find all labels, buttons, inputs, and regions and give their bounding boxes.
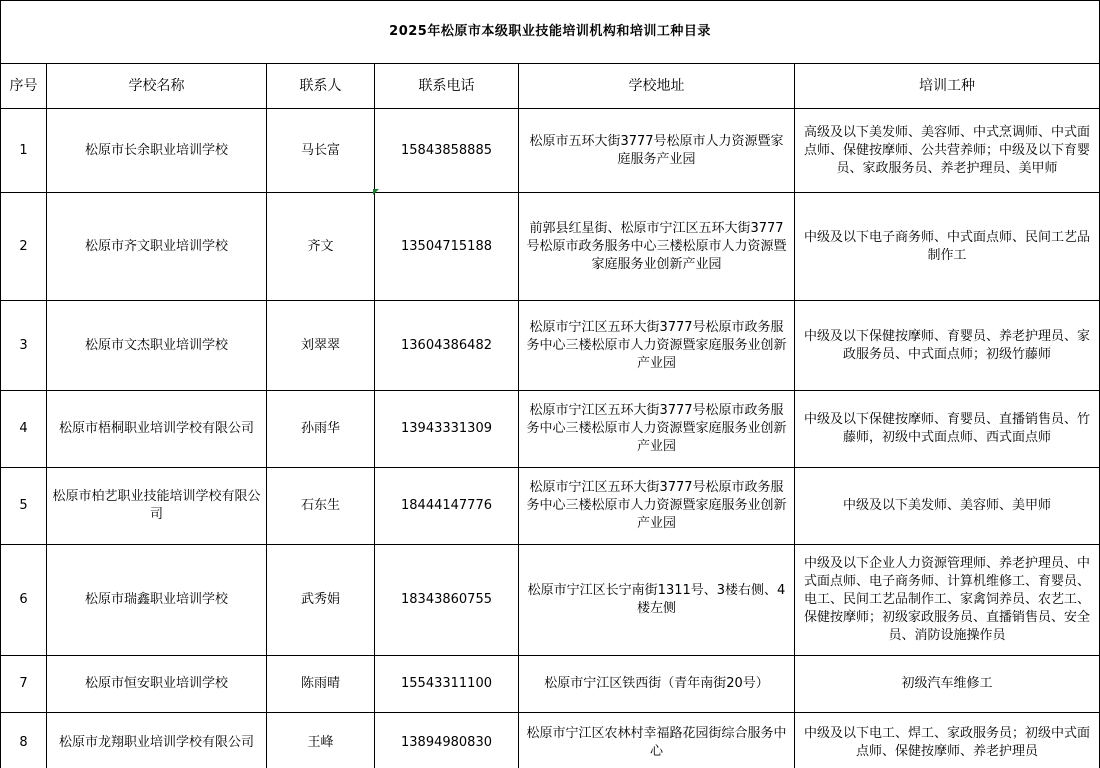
cell-trades[interactable]: 中级及以下企业人力资源管理师、养老护理员、中式面点师、电子商务师、计算机维修工、育婴员、电工、民间工艺品制作工、家禽饲养员、农艺工、保健按摩师；初级家政服务员、直播销售员、安全员、消防设施操作员: [795, 545, 1100, 656]
header-trades[interactable]: 培训工种: [795, 64, 1100, 109]
table-row: [1, 193, 1100, 301]
cell-phone[interactable]: 15843858885: [375, 109, 519, 193]
cell-index[interactable]: 2: [1, 193, 47, 301]
cell-school[interactable]: 松原市龙翔职业培训学校有限公司: [47, 713, 267, 768]
cell-address[interactable]: 松原市五环大街3777号松原市人力资源暨家庭服务产业园: [519, 109, 795, 193]
cell-trades[interactable]: 中级及以下电工、焊工、家政服务员；初级中式面点师、保健按摩师、养老护理员: [795, 713, 1100, 768]
cell-phone[interactable]: 18343860755: [375, 545, 519, 656]
cell-address[interactable]: 松原市宁江区五环大街3777号松原市政务服务中心三楼松原市人力资源暨家庭服务业创新产业园: [519, 468, 795, 545]
cell-contact[interactable]: 刘翠翠: [267, 301, 375, 391]
cell-trades[interactable]: 中级及以下保健按摩师、育婴员、直播销售员、竹藤师，初级中式面点师、西式面点师: [795, 391, 1100, 468]
cell-school[interactable]: 松原市恒安职业培训学校: [47, 656, 267, 713]
cell-school[interactable]: 松原市长余职业培训学校: [47, 109, 267, 193]
cell-index[interactable]: 8: [1, 713, 47, 768]
cell-school[interactable]: 松原市梧桐职业培训学校有限公司: [47, 391, 267, 468]
cell-address[interactable]: 松原市宁江区五环大街3777号松原市政务服务中心三楼松原市人力资源暨家庭服务业创新产业园: [519, 301, 795, 391]
cell-index[interactable]: 6: [1, 545, 47, 656]
cell-phone[interactable]: 18444147776: [375, 468, 519, 545]
cell-index[interactable]: 7: [1, 656, 47, 713]
cell-address[interactable]: 松原市宁江区农林村幸福路花园街综合服务中心: [519, 713, 795, 768]
cell-trades[interactable]: 高级及以下美发师、美容师、中式烹调师、中式面点师、保健按摩师、公共营养师；中级及以下育婴员、家政服务员、养老护理员、美甲师: [795, 109, 1100, 193]
cell-contact[interactable]: 齐文: [267, 193, 375, 301]
title-row: [1, 1, 1100, 64]
table-row: [1, 109, 1100, 193]
table-row: [1, 468, 1100, 545]
table-row: [1, 713, 1100, 768]
cell-address[interactable]: 松原市宁江区铁西街（青年南街20号）: [519, 656, 795, 713]
cell-comment-indicator: [373, 189, 379, 195]
cell-phone[interactable]: 13604386482: [375, 301, 519, 391]
header-address[interactable]: 学校地址: [519, 64, 795, 109]
cell-school[interactable]: 松原市文杰职业培训学校: [47, 301, 267, 391]
cell-address[interactable]: 前郭县红星街、松原市宁江区五环大街3777号松原市政务服务中心三楼松原市人力资源暨家庭服务业创新产业园: [519, 193, 795, 301]
table-row: [1, 545, 1100, 656]
header-contact[interactable]: 联系人: [267, 64, 375, 109]
cell-address[interactable]: 松原市宁江区长宁南街1311号、3楼右侧、4楼左侧: [519, 545, 795, 656]
cell-phone[interactable]: 13943331309: [375, 391, 519, 468]
cell-trades[interactable]: 中级及以下电子商务师、中式面点师、民间工艺品制作工: [795, 193, 1100, 301]
cell-address[interactable]: 松原市宁江区五环大街3777号松原市政务服务中心三楼松原市人力资源暨家庭服务业创新产业园: [519, 391, 795, 468]
cell-trades[interactable]: 中级及以下保健按摩师、育婴员、养老护理员、家政服务员、中式面点师；初级竹藤师: [795, 301, 1100, 391]
cell-phone[interactable]: 13504715188: [375, 193, 519, 301]
table-row: [1, 391, 1100, 468]
cell-school[interactable]: 松原市柏艺职业技能培训学校有限公司: [47, 468, 267, 545]
header-row: [1, 64, 1100, 109]
cell-trades[interactable]: 初级汽车维修工: [795, 656, 1100, 713]
cell-school[interactable]: 松原市瑞鑫职业培训学校: [47, 545, 267, 656]
cell-trades[interactable]: 中级及以下美发师、美容师、美甲师: [795, 468, 1100, 545]
cell-school[interactable]: 松原市齐文职业培训学校: [47, 193, 267, 301]
header-phone[interactable]: 联系电话: [375, 64, 519, 109]
cell-contact[interactable]: 王峰: [267, 713, 375, 768]
table-title[interactable]: 2025年松原市本级职业技能培训机构和培训工种目录: [1, 1, 1100, 64]
cell-contact[interactable]: 孙雨华: [267, 391, 375, 468]
cell-index[interactable]: 3: [1, 301, 47, 391]
cell-phone[interactable]: 13894980830: [375, 713, 519, 768]
header-school[interactable]: 学校名称: [47, 64, 267, 109]
cell-contact[interactable]: 石东生: [267, 468, 375, 545]
cell-index[interactable]: 1: [1, 109, 47, 193]
table-row: [1, 656, 1100, 713]
cell-contact[interactable]: 马长富: [267, 109, 375, 193]
cell-contact[interactable]: 陈雨晴: [267, 656, 375, 713]
cell-index[interactable]: 4: [1, 391, 47, 468]
cell-index[interactable]: 5: [1, 468, 47, 545]
header-index[interactable]: 序号: [1, 64, 47, 109]
cell-contact[interactable]: 武秀娟: [267, 545, 375, 656]
table-row: [1, 301, 1100, 391]
cell-phone[interactable]: 15543311100: [375, 656, 519, 713]
